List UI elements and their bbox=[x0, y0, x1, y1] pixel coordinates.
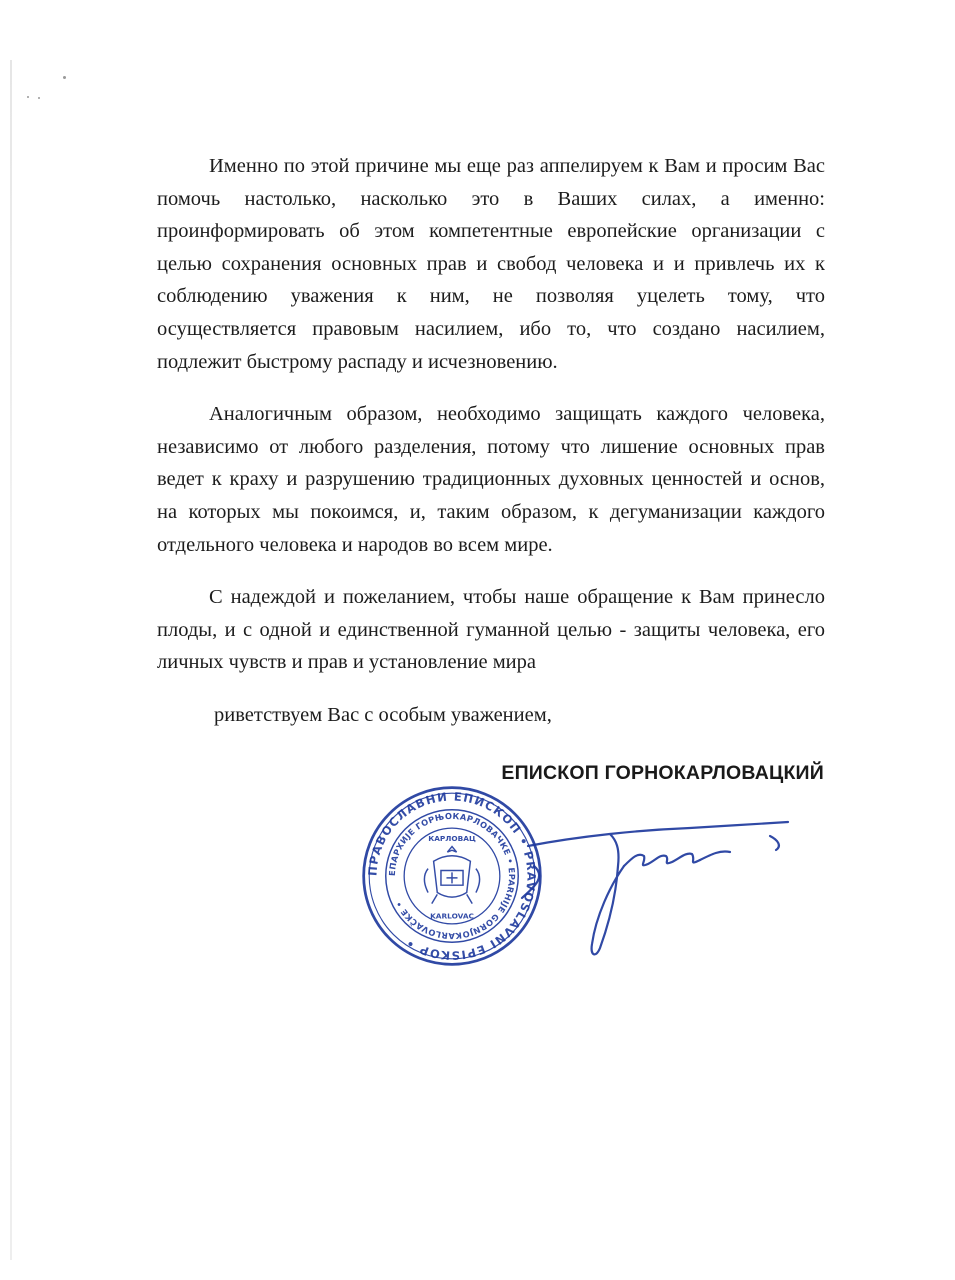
scan-speck bbox=[63, 76, 66, 79]
svg-text:ЕПАРХИЈЕ ГОРЊОКАРЛОВАЧКЕ • EPA: ЕПАРХИЈЕ ГОРЊОКАРЛОВАЧКЕ • EPARHIJE GORNJOKARLOVAČKE • bbox=[386, 810, 518, 942]
signatory-title: ЕПИСКОП ГОРНОКАРЛОВАЦКИЙ bbox=[501, 762, 824, 784]
scan-edge-shadow bbox=[10, 60, 12, 1260]
scan-speck bbox=[38, 97, 40, 99]
handwritten-signature bbox=[520, 806, 820, 966]
paragraph-hope: С надеждой и пожеланием, чтобы наше обращение к Вам принесло плоды, и с одной и единственной гуманной целью - защиты человека, его личных чувств и прав и установление мира bbox=[157, 586, 825, 674]
closing-greeting: риветствуем Вас с особым уважением, bbox=[214, 703, 552, 726]
svg-text:ПРАВОСЛАВНИ ЕПИСКОП • PRAVOSLA: ПРАВОСЛАВНИ ЕПИСКОП • PRAVOSLAVNI EPISKOP • bbox=[365, 789, 539, 963]
paragraph-appeal: Именно по этой причине мы еще раз аппелируем к Вам и просим Вас помочь настолько, насколько это в Ваших силах, а именно: проинформировать об этом компетентные европейские организации с целью сохранения основных прав и свобод человека и и привлечь их к соблюдению уважения к ним, не позволяя уцелеть тому, что осуществляется правовым насилием, ибо то, что создано насилием, подлежит быстрому распаду и исчезновению. bbox=[157, 155, 825, 373]
paragraph-protection: Аналогичным образом, необходимо защищать каждого человека, независимо от любого разделения, потому что лишение основных прав ведет к краху и разрушению традиционных духовных ценностей и основ, на которых мы покоимся, и, таким образом, к дегуманизации каждого отдельного человека и народов во всем мире. bbox=[157, 403, 825, 556]
letter-body bbox=[157, 150, 825, 731]
svg-text:KARLOVAC: KARLOVAC bbox=[430, 911, 474, 921]
diocese-seal-stamp bbox=[360, 784, 544, 968]
scan-speck bbox=[27, 96, 29, 98]
svg-text:КАРЛОВАЦ: КАРЛОВАЦ bbox=[428, 834, 476, 844]
